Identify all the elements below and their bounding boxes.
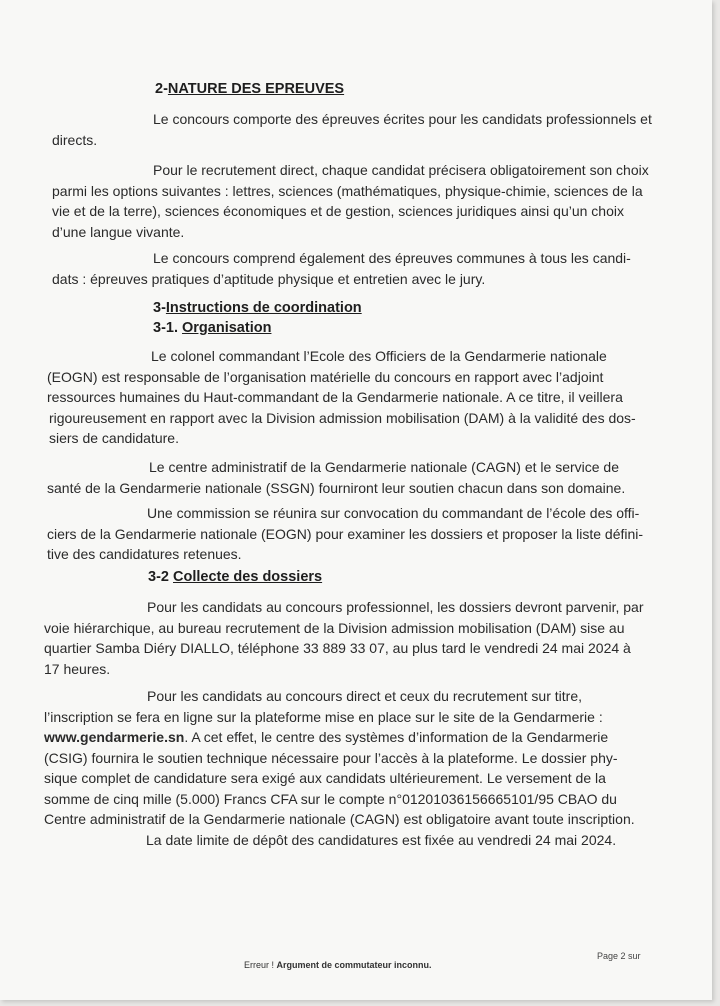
text-line: siers de candidature.: [49, 430, 179, 446]
section-3-1-heading: [153, 320, 271, 336]
section-3-1-paragraph-1: [47, 346, 661, 449]
text-line: 17 heures.: [44, 660, 111, 677]
text-line: Pour les candidats au concours professionnel, les dossiers devront parvenir, par: [147, 599, 644, 615]
section-2-number: 2-: [155, 81, 168, 97]
section-3-1-title: Organisation: [182, 320, 272, 336]
section-3-1-paragraph-2: [47, 457, 661, 498]
section-2-title: NATURE DES EPREUVES: [167, 81, 345, 97]
section-3-heading: [153, 300, 362, 316]
text-line: Le concours comporte des épreuves écrites pour les candidats professionnels et: [153, 111, 652, 127]
text-line: Pour les candidats au concours direct et ceux du recrutement sur titre,: [147, 688, 582, 704]
text-line: l’inscription se fera en ligne sur la plateforme mise en place sur le site de la Gendarmerie :: [44, 708, 603, 725]
section-2-paragraph-3: [52, 248, 662, 289]
website-link[interactable]: www.gendarmerie.sn: [44, 729, 185, 745]
footer-error: [244, 960, 432, 970]
text-line: vie et de la terre), sciences économiques et de gestion, sciences juridiques ainsi qu’un choix: [52, 203, 624, 219]
section-3-2-paragraph-3: [146, 830, 646, 851]
text-line: parmi les options suivantes : lettres, sciences (mathématiques, physique-chimie, sciences de la: [52, 182, 643, 199]
section-3-title: Instructions de coordination: [165, 300, 362, 316]
text-line: Une commission se réunira sur convocation du commandant de l’école des offi-: [147, 505, 640, 521]
section-3-2-paragraph-1: [44, 597, 658, 679]
text-line: somme de cinq mille (5.000) Francs CFA sur le compte n°01201036156665101/95 CBAO du: [44, 790, 617, 807]
section-3-2-number: 3-2: [148, 569, 173, 585]
section-3-1-paragraph-3: [47, 503, 661, 565]
text-line: tive des candidatures retenues.: [47, 546, 242, 562]
text-line: Le colonel commandant l’Ecole des Officiers de la Gendarmerie nationale: [151, 348, 607, 364]
text-line: (CSIG) fournira le soutien technique nécessaire pour l’accès à la plateforme. Le dossier phy-: [44, 749, 618, 766]
section-3-2-title: Collecte des dossiers: [173, 569, 323, 585]
text-line: directs.: [52, 131, 98, 148]
section-2-paragraph-1: [52, 109, 662, 150]
text-span: . A cet effet, le centre des systèmes d’information de la Gendarmerie: [184, 729, 609, 745]
section-3-1-number: 3-1.: [153, 320, 183, 336]
text-line: Le concours comprend également des épreuves communes à tous les candi-: [153, 250, 631, 266]
text-line: santé de la Gendarmerie nationale (SSGN) fourniront leur soutien chacun dans son domaine.: [47, 479, 626, 496]
text-line: d’une langue vivante.: [52, 223, 185, 240]
text-line: Le centre administratif de la Gendarmerie nationale (CAGN) et le service de: [149, 459, 619, 475]
text-line: quartier Samba Diéry DIALLO, téléphone 33 889 33 07, au plus tard le vendredi 24 mai 2024 à: [44, 640, 631, 656]
text-line: ciers de la Gendarmerie nationale (EOGN) pour examiner les dossiers et proposer la liste défini-: [47, 525, 644, 542]
section-3-2-paragraph-2: [44, 686, 658, 830]
section-3-number: 3-: [153, 300, 166, 316]
section-2-heading: [155, 81, 344, 97]
footer-error-prefix: Erreur !: [244, 960, 277, 970]
text-line: ressources humaines du Haut-commandant de la Gendarmerie nationale. A ce titre, il veillera: [47, 389, 623, 405]
page-number: Page 2 sur: [597, 951, 641, 961]
text-line: (EOGN) est responsable de l’organisation matérielle du concours en rapport avec l’adjoint: [47, 368, 604, 385]
section-2-paragraph-2: [52, 160, 664, 242]
footer-error-text: Argument de commutateur inconnu.: [276, 960, 432, 970]
text-line: voie hiérarchique, au bureau recrutement de la Division admission mobilisation (DAM) sise au: [44, 619, 625, 636]
section-3-2-heading: [148, 569, 322, 585]
text-line: rigoureusement en rapport avec la Division admission mobilisation (DAM) à la validité des dos-: [49, 409, 636, 426]
text-line: La date limite de dépôt des candidatures est fixée au vendredi 24 mai 2024.: [146, 832, 617, 848]
text-line: sique complet de candidature sera exigé aux candidats ultérieurement. Le versement de la: [44, 770, 606, 786]
text-line: Centre administratif de la Gendarmerie nationale (CAGN) est obligatoire avant toute inscription.: [44, 811, 635, 827]
text-line: Pour le recrutement direct, chaque candidat précisera obligatoirement son choix: [153, 162, 649, 178]
text-line: [44, 727, 658, 748]
text-line: dats : épreuves pratiques d’aptitude physique et entretien avec le jury.: [52, 270, 486, 287]
